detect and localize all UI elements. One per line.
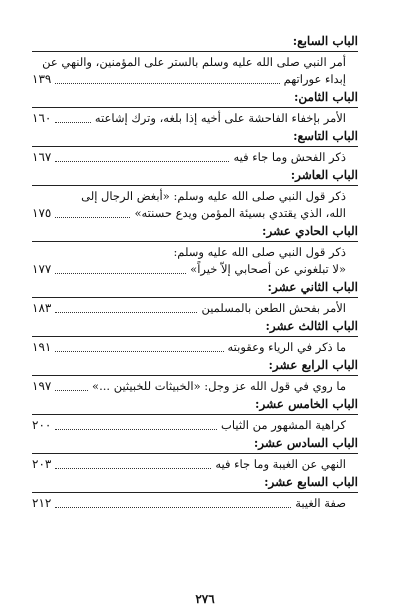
divider bbox=[32, 107, 358, 108]
chapter-title: الباب الثالث عشر: bbox=[265, 319, 358, 333]
divider bbox=[32, 185, 358, 186]
dot-leader bbox=[55, 312, 197, 313]
page-ref: ٢٠٣ bbox=[32, 457, 52, 471]
page-ref: ٢٠٠ bbox=[32, 418, 52, 432]
divider bbox=[32, 453, 358, 454]
divider bbox=[32, 146, 358, 147]
dot-leader bbox=[55, 83, 279, 84]
chapter-section bbox=[32, 435, 358, 473]
dot-leader bbox=[55, 122, 91, 123]
dot-leader bbox=[55, 507, 291, 508]
toc-entry bbox=[32, 495, 358, 512]
toc-entry bbox=[32, 300, 358, 317]
chapter-section bbox=[32, 279, 358, 317]
entry-text: ما ذكر في الرياء وعقوبته bbox=[227, 340, 346, 354]
page-ref: ١٨٣ bbox=[32, 301, 52, 315]
chapter-section bbox=[32, 357, 358, 395]
entry-text: صفة الغيبة bbox=[295, 496, 346, 510]
divider bbox=[32, 375, 358, 376]
entry-text: كراهية المشهور من الثياب bbox=[221, 418, 346, 432]
chapter-title: الباب الثامن: bbox=[293, 90, 358, 104]
entry-text-line: أمر النبي صلى الله عليه وسلم بالستر على المؤمنين، والنهي عن bbox=[42, 55, 346, 69]
chapter-section bbox=[32, 474, 358, 512]
chapter-section bbox=[32, 33, 358, 88]
chapter-title: الباب الخامس عشر: bbox=[255, 397, 358, 411]
toc-entry bbox=[32, 261, 358, 278]
table-of-contents bbox=[32, 33, 358, 512]
entry-text: النهي عن الغيبة وما جاء فيه bbox=[215, 457, 346, 471]
toc-entry bbox=[32, 456, 358, 473]
page-number: ٢٧٦ bbox=[195, 592, 215, 606]
entry-text: إبداء عوراتهم bbox=[283, 72, 346, 86]
toc-entry bbox=[32, 378, 358, 395]
chapter-section bbox=[32, 89, 358, 127]
entry-text: ذكر الفحش وما جاء فيه bbox=[233, 150, 346, 164]
chapter-title: الباب العاشر: bbox=[290, 168, 358, 182]
entry-text: «لا تبلغوني عن أصحابي إلاّ خيراً» bbox=[190, 262, 346, 276]
page-ref: ١٦٠ bbox=[32, 111, 52, 125]
page-ref: ١٣٩ bbox=[32, 72, 52, 86]
toc-entry bbox=[32, 71, 358, 88]
chapter-section bbox=[32, 167, 358, 222]
entry-text: الأمر بفحش الطعن بالمسلمين bbox=[201, 301, 346, 315]
dot-leader bbox=[55, 468, 211, 469]
divider bbox=[32, 414, 358, 415]
chapter-section bbox=[32, 318, 358, 356]
toc-entry bbox=[32, 110, 358, 127]
dot-leader bbox=[55, 429, 217, 430]
page-ref: ١٧٥ bbox=[32, 206, 52, 220]
divider bbox=[32, 492, 358, 493]
divider bbox=[32, 336, 358, 337]
entry-text: ما روي في قول الله عز وجل: «الخبيثات للخبيثين ...» bbox=[92, 379, 346, 393]
toc-entry bbox=[32, 417, 358, 434]
page-ref: ١٧٧ bbox=[32, 262, 52, 276]
entry-text: الأمر بإخفاء الفاحشة على أخيه إذا بلغه، وترك إشاعته bbox=[94, 111, 346, 125]
divider bbox=[32, 241, 358, 242]
page-ref: ١٦٧ bbox=[32, 150, 52, 164]
page-ref: ١٩٧ bbox=[32, 379, 52, 393]
entry-text-line: ذكر قول النبي صلى الله عليه وسلم: «أبغض الرجال إلى bbox=[81, 189, 346, 203]
chapter-title: الباب السادس عشر: bbox=[253, 436, 358, 450]
dot-leader bbox=[55, 390, 88, 391]
dot-leader bbox=[55, 351, 223, 352]
toc-entry bbox=[32, 149, 358, 166]
dot-leader bbox=[55, 217, 130, 218]
chapter-section bbox=[32, 396, 358, 434]
chapter-title: الباب السابع: bbox=[292, 34, 358, 48]
toc-entry bbox=[32, 205, 358, 222]
entry-text-line: ذكر قول النبي صلى الله عليه وسلم: bbox=[173, 245, 346, 259]
divider bbox=[32, 51, 358, 52]
toc-entry bbox=[32, 339, 358, 356]
chapter-title: الباب التاسع: bbox=[293, 129, 358, 143]
divider bbox=[32, 297, 358, 298]
chapter-title: الباب الثاني عشر: bbox=[267, 280, 358, 294]
chapter-section bbox=[32, 223, 358, 278]
chapter-section bbox=[32, 128, 358, 166]
chapter-title: الباب السابع عشر: bbox=[264, 475, 358, 489]
page-ref: ١٩١ bbox=[32, 340, 52, 354]
entry-text: الله، الذي يقتدي بسيئة المؤمن ويدع حسنته» bbox=[134, 206, 346, 220]
chapter-title: الباب الحادي عشر: bbox=[262, 224, 358, 238]
page-ref: ٢١٢ bbox=[32, 496, 52, 510]
dot-leader bbox=[55, 161, 229, 162]
chapter-title: الباب الرابع عشر: bbox=[268, 358, 358, 372]
dot-leader bbox=[55, 273, 186, 274]
